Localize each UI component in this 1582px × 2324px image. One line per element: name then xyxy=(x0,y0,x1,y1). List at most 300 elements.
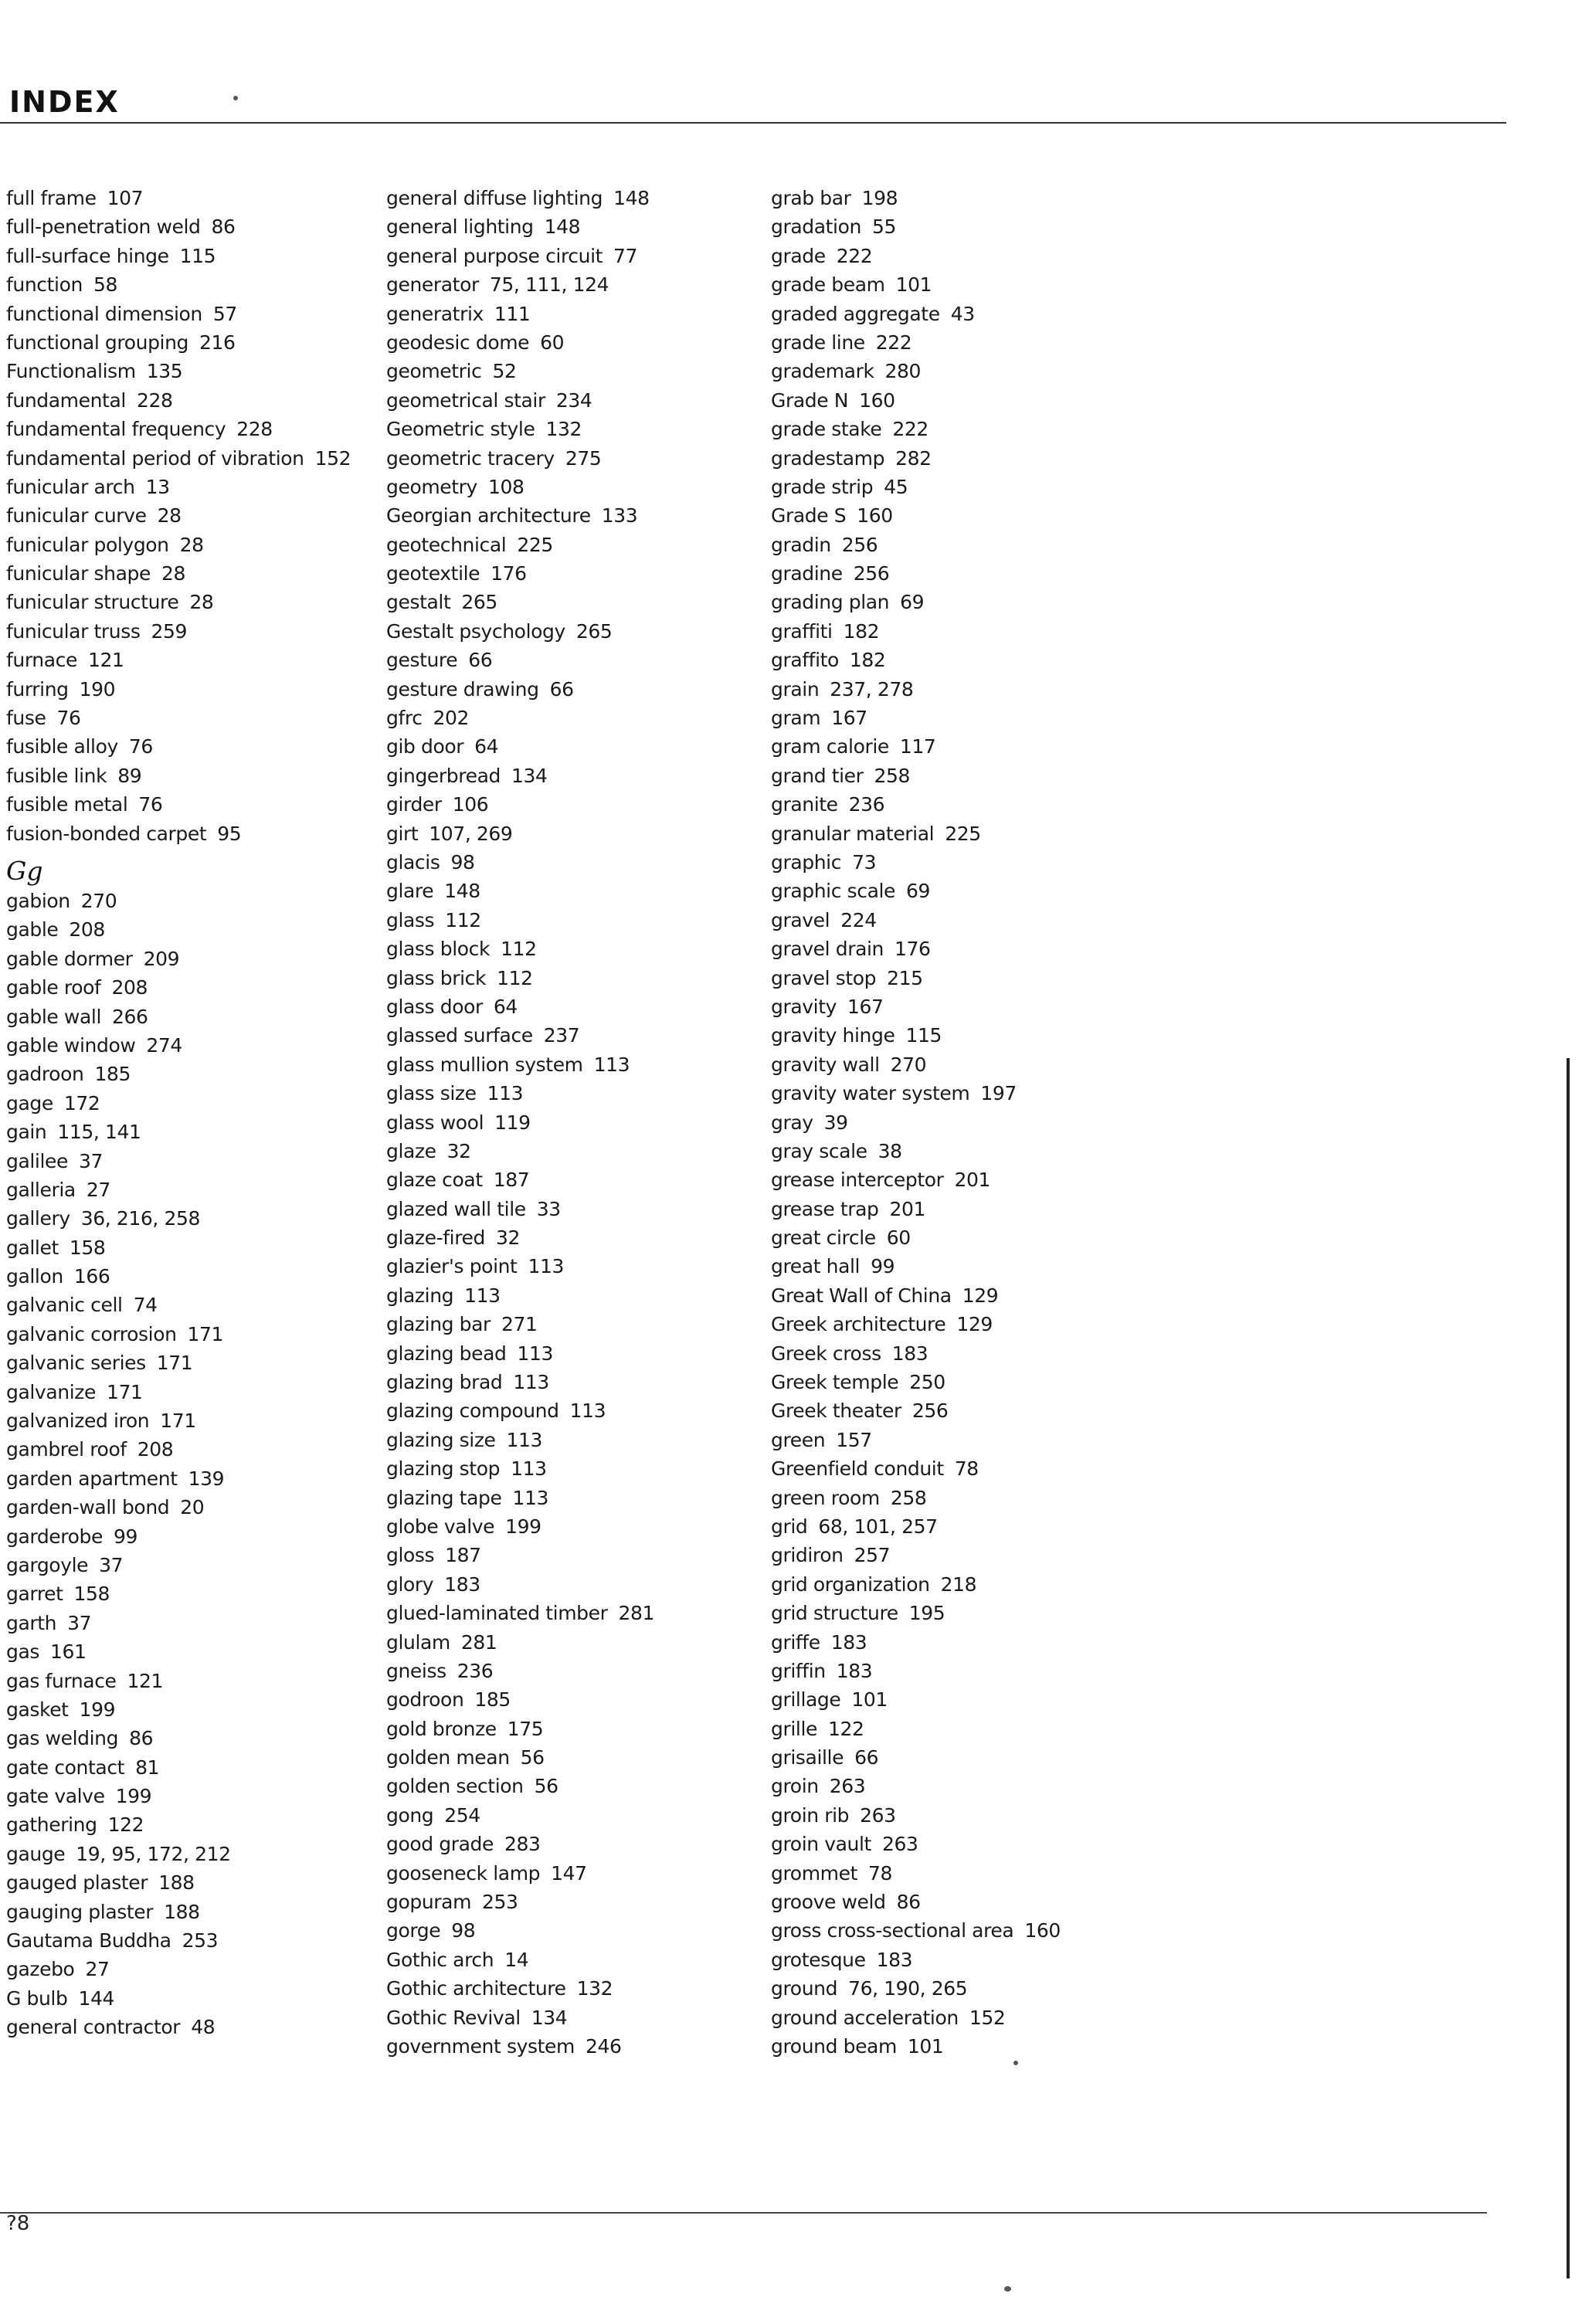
index-entry xyxy=(386,1685,654,1714)
index-entry xyxy=(386,1801,654,1830)
index-entry xyxy=(771,1165,1061,1194)
entry-pages: 66 xyxy=(468,649,493,672)
entry-term: geometric xyxy=(386,360,482,383)
entry-term: geometrical stair xyxy=(386,388,545,412)
entry-term: gross cross-sectional area xyxy=(771,1919,1014,1942)
entry-term: grille xyxy=(771,1717,817,1740)
entry-pages: 99 xyxy=(871,1255,895,1278)
entry-term: gesture drawing xyxy=(386,677,539,701)
entry-pages: 57 xyxy=(212,302,237,325)
entry-pages: 176 xyxy=(895,938,931,961)
index-entry xyxy=(6,887,351,915)
entry-term: groin rib xyxy=(771,1803,850,1827)
entry-term: gain xyxy=(6,1121,47,1144)
entry-term: Functionalism xyxy=(6,360,136,383)
entry-pages: 89 xyxy=(117,764,142,787)
entry-pages: 14 xyxy=(504,1948,529,1971)
entry-term: gong xyxy=(386,1803,434,1827)
index-entry xyxy=(386,1050,654,1079)
entry-term: geotechnical xyxy=(386,533,507,556)
entry-pages: 166 xyxy=(73,1265,110,1288)
entry-term: gridiron xyxy=(771,1544,844,1567)
entry-term: grisaille xyxy=(771,1746,844,1769)
entry-pages: 113 xyxy=(464,1284,501,1307)
index-entry xyxy=(771,1396,1061,1425)
entry-pages: 113 xyxy=(506,1428,543,1451)
index-entry xyxy=(771,646,1061,674)
index-entry xyxy=(6,1031,351,1060)
entry-term: functional grouping xyxy=(6,331,189,354)
entry-pages: 190 xyxy=(79,677,116,701)
scan-speck xyxy=(1013,2061,1018,2065)
index-entry xyxy=(386,1484,654,1512)
entry-pages: 228 xyxy=(236,418,273,441)
entry-pages: 253 xyxy=(182,1929,219,1952)
entry-pages: 171 xyxy=(160,1410,196,1433)
index-column-2 xyxy=(386,184,654,2061)
index-entry xyxy=(386,1426,654,1454)
index-entry xyxy=(386,473,654,501)
entry-pages: 113 xyxy=(593,1053,630,1076)
entry-term: glazing compound xyxy=(386,1399,559,1423)
entry-pages: 270 xyxy=(890,1053,927,1076)
entry-pages: 256 xyxy=(853,562,890,585)
index-entry xyxy=(386,617,654,646)
index-entry xyxy=(386,1339,654,1368)
entry-pages: 152 xyxy=(969,2006,1006,2029)
entry-pages: 182 xyxy=(849,649,886,672)
index-entry xyxy=(386,1715,654,1743)
index-entry xyxy=(771,1050,1061,1079)
entry-term: Greek temple xyxy=(771,1371,899,1394)
index-entry xyxy=(386,1165,654,1194)
entry-pages: 199 xyxy=(79,1698,116,1721)
entry-pages: 28 xyxy=(157,504,182,528)
entry-pages: 28 xyxy=(179,533,204,556)
entry-pages: 171 xyxy=(106,1380,143,1403)
entry-pages: 167 xyxy=(831,707,867,730)
entry-term: girt xyxy=(386,822,419,845)
entry-pages: 132 xyxy=(545,418,582,441)
index-entry xyxy=(386,1396,654,1425)
entry-pages: 182 xyxy=(843,619,880,643)
entry-term: glass wool xyxy=(386,1111,484,1134)
index-entry xyxy=(6,1579,351,1608)
entry-pages: 271 xyxy=(501,1313,538,1336)
entry-term: Gestalt psychology xyxy=(386,619,565,643)
entry-pages: 99 xyxy=(113,1525,137,1548)
index-entry xyxy=(771,1339,1061,1368)
entry-term: glazing bar xyxy=(386,1313,491,1336)
entry-term: gable window xyxy=(6,1033,136,1057)
entry-pages: 282 xyxy=(895,446,932,470)
entry-term: garderobe xyxy=(6,1525,103,1548)
scan-speck xyxy=(1004,2286,1011,2292)
index-entry xyxy=(6,1551,351,1579)
index-entry xyxy=(6,1898,351,1926)
entry-term: gram xyxy=(771,707,821,730)
entry-pages: 265 xyxy=(461,591,497,614)
entry-pages: 274 xyxy=(146,1033,182,1057)
index-entry xyxy=(6,1695,351,1724)
index-entry xyxy=(6,1955,351,1983)
entry-pages: 60 xyxy=(886,1226,911,1250)
entry-term: groin xyxy=(771,1775,819,1798)
section-heading: Gg xyxy=(6,855,43,886)
index-entry xyxy=(6,588,351,616)
index-entry xyxy=(771,1195,1061,1223)
index-entry xyxy=(771,386,1061,415)
entry-pages: 113 xyxy=(569,1399,606,1423)
index-entry xyxy=(771,1916,1061,1945)
entry-pages: 121 xyxy=(127,1669,164,1692)
entry-pages: 20 xyxy=(180,1496,205,1519)
entry-pages: 78 xyxy=(954,1457,979,1481)
entry-term: G bulb xyxy=(6,1986,68,2010)
entry-term: graffiti xyxy=(771,619,833,643)
index-entry xyxy=(6,1003,351,1031)
entry-term: glassed surface xyxy=(386,1024,533,1047)
index-entry xyxy=(6,184,351,212)
entry-pages: 199 xyxy=(505,1515,541,1538)
entry-term: girder xyxy=(386,793,442,816)
entry-term: geotextile xyxy=(386,562,480,585)
index-entry xyxy=(386,415,654,443)
entry-pages: 183 xyxy=(830,1630,867,1654)
entry-pages: 112 xyxy=(497,966,533,989)
entry-pages: 19, 95, 172, 212 xyxy=(76,1842,231,1865)
entry-pages: 113 xyxy=(511,1457,547,1481)
entry-term: gradine xyxy=(771,562,843,585)
entry-term: godroon xyxy=(386,1688,464,1712)
entry-term: gage xyxy=(6,1091,53,1115)
index-entry xyxy=(386,704,654,732)
entry-term: Great Wall of China xyxy=(771,1284,952,1307)
entry-pages: 222 xyxy=(836,244,873,267)
index-entry xyxy=(6,1147,351,1176)
entry-term: furnace xyxy=(6,649,77,672)
index-entry xyxy=(386,1541,654,1569)
entry-term: griffin xyxy=(771,1659,826,1682)
entry-term: gravel xyxy=(771,908,830,931)
entry-term: gradestamp xyxy=(771,446,885,470)
entry-term: gallery xyxy=(6,1207,70,1230)
entry-term: funicular polygon xyxy=(6,533,169,556)
entry-term: grade xyxy=(771,244,826,267)
entry-term: grade strip xyxy=(771,475,874,498)
index-entry xyxy=(771,473,1061,501)
entry-term: green xyxy=(771,1428,826,1451)
entry-term: functional dimension xyxy=(6,302,202,325)
entry-term: graphic xyxy=(771,850,842,874)
entry-term: granular material xyxy=(771,822,935,845)
entry-term: fusible link xyxy=(6,764,107,787)
entry-pages: 225 xyxy=(945,822,981,845)
entry-pages: 216 xyxy=(199,331,236,354)
entry-term: fundamental period of vibration xyxy=(6,446,304,470)
scan-speck xyxy=(233,96,238,100)
entry-term: galvanized iron xyxy=(6,1410,150,1433)
index-entry xyxy=(6,1868,351,1897)
entry-pages: 160 xyxy=(857,504,893,528)
page-number: ?8 xyxy=(6,2212,30,2235)
entry-term: glazed wall tile xyxy=(386,1197,526,1220)
entry-term: gate valve xyxy=(6,1785,105,1808)
entry-pages: 253 xyxy=(482,1891,518,1914)
entry-term: funicular shape xyxy=(6,562,151,585)
entry-term: gate contact xyxy=(6,1756,125,1779)
entry-pages: 256 xyxy=(912,1399,949,1423)
entry-pages: 115 xyxy=(905,1024,942,1047)
entry-pages: 144 xyxy=(78,1986,114,2010)
entry-pages: 160 xyxy=(1024,1919,1061,1942)
entry-pages: 77 xyxy=(613,244,638,267)
index-entry xyxy=(771,2003,1061,2032)
index-entry xyxy=(386,1599,654,1627)
entry-term: ground beam xyxy=(771,2035,897,2058)
index-entry xyxy=(386,790,654,819)
index-entry xyxy=(386,184,654,212)
entry-pages: 148 xyxy=(613,187,650,209)
entry-term: gray scale xyxy=(771,1139,867,1162)
index-entry xyxy=(6,1406,351,1435)
entry-term: grade beam xyxy=(771,273,885,297)
entry-pages: 187 xyxy=(445,1544,481,1567)
entry-pages: 135 xyxy=(146,360,183,383)
entry-term: glazing tape xyxy=(386,1486,502,1509)
entry-term: glass xyxy=(386,908,435,931)
entry-pages: 76 xyxy=(138,793,163,816)
entry-term: gloss xyxy=(386,1544,435,1567)
entry-pages: 147 xyxy=(551,1861,587,1885)
index-entry xyxy=(6,675,351,704)
index-entry xyxy=(771,270,1061,299)
entry-term: gravity hinge xyxy=(771,1024,895,1047)
entry-pages: 283 xyxy=(504,1833,541,1856)
index-entry xyxy=(386,531,654,559)
entry-term: gable xyxy=(6,918,59,941)
index-entry xyxy=(6,270,351,299)
entry-term: grid xyxy=(771,1515,808,1538)
entry-term: galilee xyxy=(6,1149,68,1172)
entry-term: glazing stop xyxy=(386,1457,501,1481)
index-entry xyxy=(6,1522,351,1551)
entry-pages: 36, 216, 258 xyxy=(80,1207,200,1230)
entry-term: grab bar xyxy=(771,187,851,209)
entry-pages: 225 xyxy=(517,533,553,556)
entry-pages: 228 xyxy=(136,388,173,412)
entry-term: glazing size xyxy=(386,1428,496,1451)
index-entry xyxy=(771,848,1061,877)
index-entry xyxy=(6,1233,351,1262)
index-entry xyxy=(6,1089,351,1118)
entry-pages: 215 xyxy=(887,966,923,989)
entry-pages: 43 xyxy=(950,302,975,325)
index-column-1 xyxy=(6,184,351,2042)
entry-pages: 121 xyxy=(87,649,124,672)
entry-pages: 185 xyxy=(94,1063,131,1086)
entry-pages: 122 xyxy=(107,1813,144,1837)
entry-term: Greek architecture xyxy=(771,1313,946,1336)
entry-term: glazing brad xyxy=(386,1371,503,1394)
entry-term: gambrel roof xyxy=(6,1438,127,1461)
index-entry xyxy=(771,704,1061,732)
entry-term: gallon xyxy=(6,1265,63,1288)
index-entry xyxy=(6,819,351,848)
index-entry xyxy=(771,184,1061,212)
index-entry xyxy=(771,1685,1061,1714)
entry-term: gadroon xyxy=(6,1063,84,1086)
entry-pages: 275 xyxy=(565,446,602,470)
entry-term: fundamental xyxy=(6,388,126,412)
entry-term: garden apartment xyxy=(6,1467,178,1490)
index-entry xyxy=(6,945,351,973)
entry-pages: 68, 101, 257 xyxy=(818,1515,938,1538)
entry-pages: 185 xyxy=(474,1688,511,1712)
entry-term: gooseneck lamp xyxy=(386,1861,541,1885)
index-entry xyxy=(6,1291,351,1319)
entry-term: golden mean xyxy=(386,1746,510,1769)
entry-pages: 258 xyxy=(890,1486,927,1509)
index-entry xyxy=(771,1108,1061,1137)
index-entry xyxy=(386,906,654,935)
index-entry xyxy=(386,444,654,473)
index-entry xyxy=(386,1743,654,1772)
entry-term: Greenfield conduit xyxy=(771,1457,944,1481)
index-entry xyxy=(771,1252,1061,1281)
entry-pages: 158 xyxy=(69,1236,106,1259)
index-entry xyxy=(771,1310,1061,1338)
index-entry xyxy=(771,964,1061,992)
entry-pages: 113 xyxy=(517,1342,554,1365)
entry-term: gesture xyxy=(386,649,458,672)
entry-pages: 86 xyxy=(896,1891,921,1914)
entry-pages: 73 xyxy=(852,850,877,874)
entry-term: funicular curve xyxy=(6,504,147,528)
entry-pages: 66 xyxy=(854,1746,879,1769)
index-entry xyxy=(386,1021,654,1050)
entry-pages: 236 xyxy=(848,793,885,816)
entry-pages: 201 xyxy=(889,1197,926,1220)
entry-pages: 56 xyxy=(520,1746,545,1769)
entry-term: glacis xyxy=(386,850,440,874)
index-entry xyxy=(771,328,1061,357)
entry-term: grand tier xyxy=(771,764,864,787)
entry-term: grease interceptor xyxy=(771,1169,944,1192)
entry-term: gram calorie xyxy=(771,735,889,758)
entry-pages: 188 xyxy=(164,1900,200,1923)
entry-term: gravity water system xyxy=(771,1082,970,1105)
entry-term: general lighting xyxy=(386,215,534,239)
index-entry xyxy=(6,386,351,415)
entry-pages: 158 xyxy=(73,1583,110,1606)
footer-rule xyxy=(0,2212,1487,2214)
entry-pages: 160 xyxy=(859,388,895,412)
entry-term: garden-wall bond xyxy=(6,1496,170,1519)
index-entry xyxy=(386,762,654,790)
entry-pages: 183 xyxy=(876,1948,913,1971)
entry-pages: 113 xyxy=(528,1255,564,1278)
index-entry xyxy=(771,1570,1061,1599)
entry-term: gopuram xyxy=(386,1891,472,1914)
entry-pages: 86 xyxy=(211,215,236,239)
index-entry xyxy=(771,906,1061,935)
entry-pages: 234 xyxy=(555,388,592,412)
entry-pages: 257 xyxy=(854,1544,891,1567)
entry-term: globe valve xyxy=(386,1515,495,1538)
entry-pages: 183 xyxy=(444,1573,480,1596)
entry-pages: 195 xyxy=(908,1602,945,1625)
entry-term: gestalt xyxy=(386,591,451,614)
index-entry xyxy=(386,588,654,616)
entry-term: grid structure xyxy=(771,1602,898,1625)
entry-pages: 101 xyxy=(907,2035,944,2058)
index-entry xyxy=(771,588,1061,616)
entry-term: general contractor xyxy=(6,2016,181,2039)
index-entry xyxy=(6,1262,351,1291)
index-entry xyxy=(6,1609,351,1637)
entry-pages: 218 xyxy=(940,1573,977,1596)
entry-pages: 37 xyxy=(99,1553,124,1576)
index-entry xyxy=(6,473,351,501)
entry-pages: 117 xyxy=(899,735,936,758)
index-entry xyxy=(771,300,1061,328)
index-entry xyxy=(386,328,654,357)
entry-term: gable roof xyxy=(6,976,101,999)
header-rule xyxy=(0,122,1506,124)
entry-pages: 202 xyxy=(433,707,470,730)
index-entry xyxy=(771,212,1061,241)
entry-pages: 197 xyxy=(980,1082,1017,1105)
entry-term: graded aggregate xyxy=(771,302,940,325)
index-entry xyxy=(6,617,351,646)
index-entry xyxy=(771,790,1061,819)
entry-pages: 265 xyxy=(575,619,613,643)
entry-term: gradation xyxy=(771,215,861,239)
entry-term: glory xyxy=(386,1573,434,1596)
index-entry xyxy=(6,1840,351,1868)
entry-pages: 111 xyxy=(494,302,531,325)
entry-pages: 198 xyxy=(861,187,898,209)
index-entry xyxy=(771,2032,1061,2061)
entry-term: gazebo xyxy=(6,1958,75,1981)
entry-term: grease trap xyxy=(771,1197,879,1220)
entry-term: gingerbread xyxy=(386,764,501,787)
entry-term: ground xyxy=(771,1977,838,2000)
entry-pages: 148 xyxy=(544,215,581,239)
entry-term: grid organization xyxy=(771,1573,930,1596)
index-entry xyxy=(771,1021,1061,1050)
entry-term: gravel stop xyxy=(771,966,877,989)
entry-term: griffe xyxy=(771,1630,820,1654)
index-entry xyxy=(771,1368,1061,1396)
index-entry xyxy=(6,1810,351,1839)
index-entry xyxy=(6,501,351,530)
entry-term: gable wall xyxy=(6,1005,101,1028)
index-entry xyxy=(6,415,351,443)
entry-pages: 250 xyxy=(909,1371,945,1394)
entry-term: fusible alloy xyxy=(6,735,118,758)
entry-pages: 107, 269 xyxy=(429,822,513,845)
index-entry xyxy=(6,357,351,385)
index-entry xyxy=(6,1320,351,1349)
entry-pages: 81 xyxy=(135,1756,160,1779)
index-entry xyxy=(6,762,351,790)
entry-pages: 13 xyxy=(145,475,170,498)
entry-pages: 237 xyxy=(543,1024,580,1047)
index-entry xyxy=(771,1859,1061,1888)
entry-term: gravity wall xyxy=(771,1053,880,1076)
